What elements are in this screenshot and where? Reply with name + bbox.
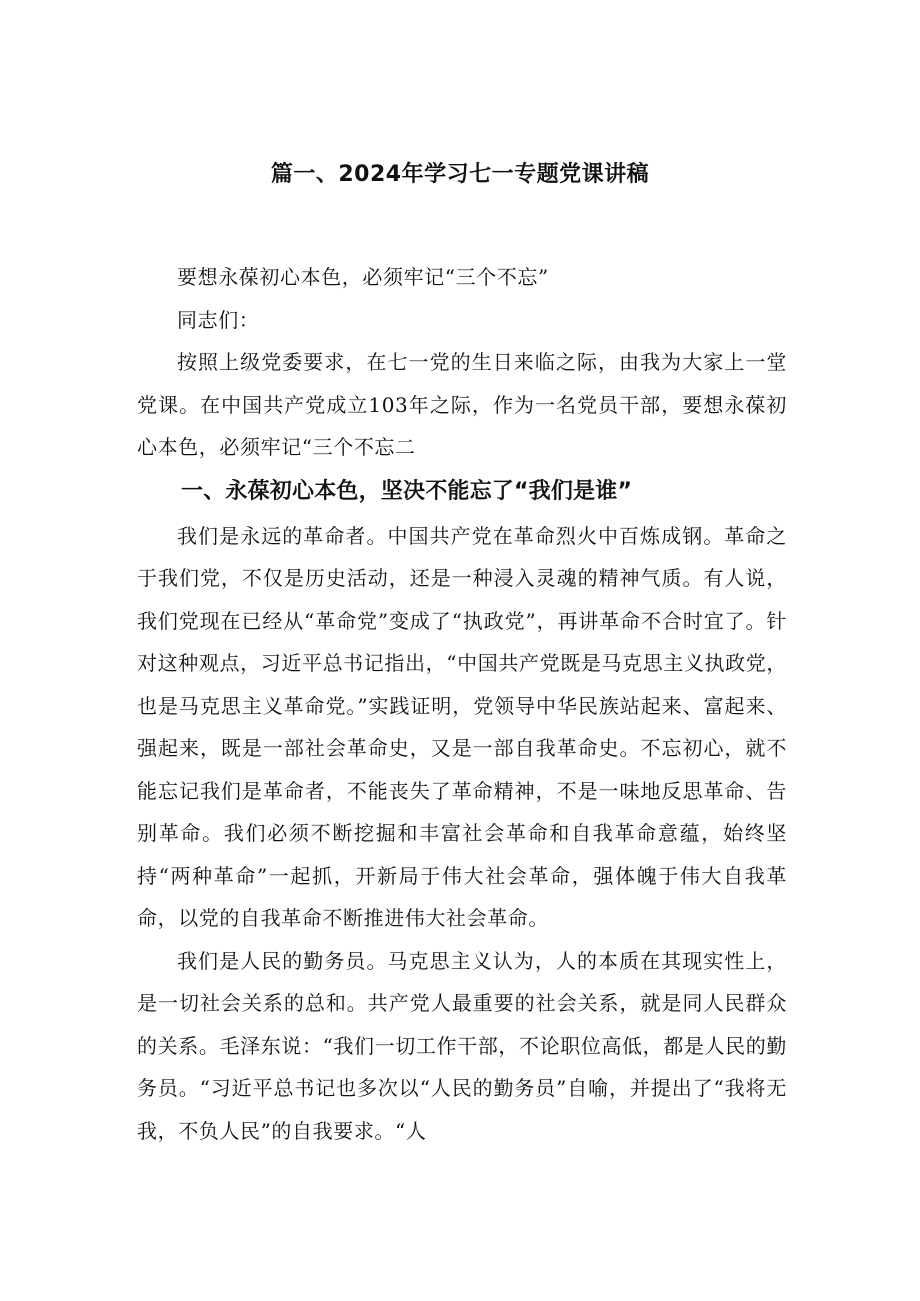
document-body [137,256,787,1152]
body-paragraph-1: 我们是永远的革命者。中国共产党在革命烈火中百炼成钢。革命之于我们党，不仅是历史活动，还是一种浸入灵魂的精神气质。有人说，我们党现在已经从“革命党”变成了“执政党”，再讲革命不合时宜了。针对这种观点，习近平总书记指出，“中国共产党既是马克思主义执政党，也是马克思主义革命党。”实践证明，党领导中华民族站起来、富起来、强起来，既是一部社会革命史，又是一部自我革命史。不忘初心，就不能忘记我们是革命者，不能丧失了革命精神，不是一味地反思革命、告别革命。我们必须不断挖掘和丰富社会革命和自我革命意蕴，始终坚持“两种革命”一起抓，开新局于伟大社会革命，强体魄于伟大自我革命，以党的自我革命不断推进伟大社会革命。 [137,523,787,930]
subtitle-paragraph: 要想永葆初心本色，必须牢记“三个不忘” [177,265,549,289]
body-paragraph-2: 我们是人民的勤务员。马克思主义认为，人的本质在其现实性上，是一切社会关系的总和。共产党人最重要的社会关系，就是同人民群众的关系。毛泽东说：“我们一切工作干部，不论职位高低，都是人民的勤务员。“习近平总书记也多次以“人民的勤务员”自喻，并提出了“我将无我，不负人民”的自我要求。“人 [137,948,787,1143]
intro-paragraph: 按照上级党委要求，在七一党的生日来临之际，由我为大家上一堂党课。在中国共产党成立103年之际，作为一名党员干部，要想永葆初心本色，必须牢记“三个不忘二 [137,350,787,459]
section-heading: 一、永葆初心本色，坚决不能忘了“我们是谁” [181,478,633,504]
page-title: 篇一、2024年学习七一专题党课讲稿 [270,162,650,187]
salutation-paragraph: 同志们： [177,307,260,332]
